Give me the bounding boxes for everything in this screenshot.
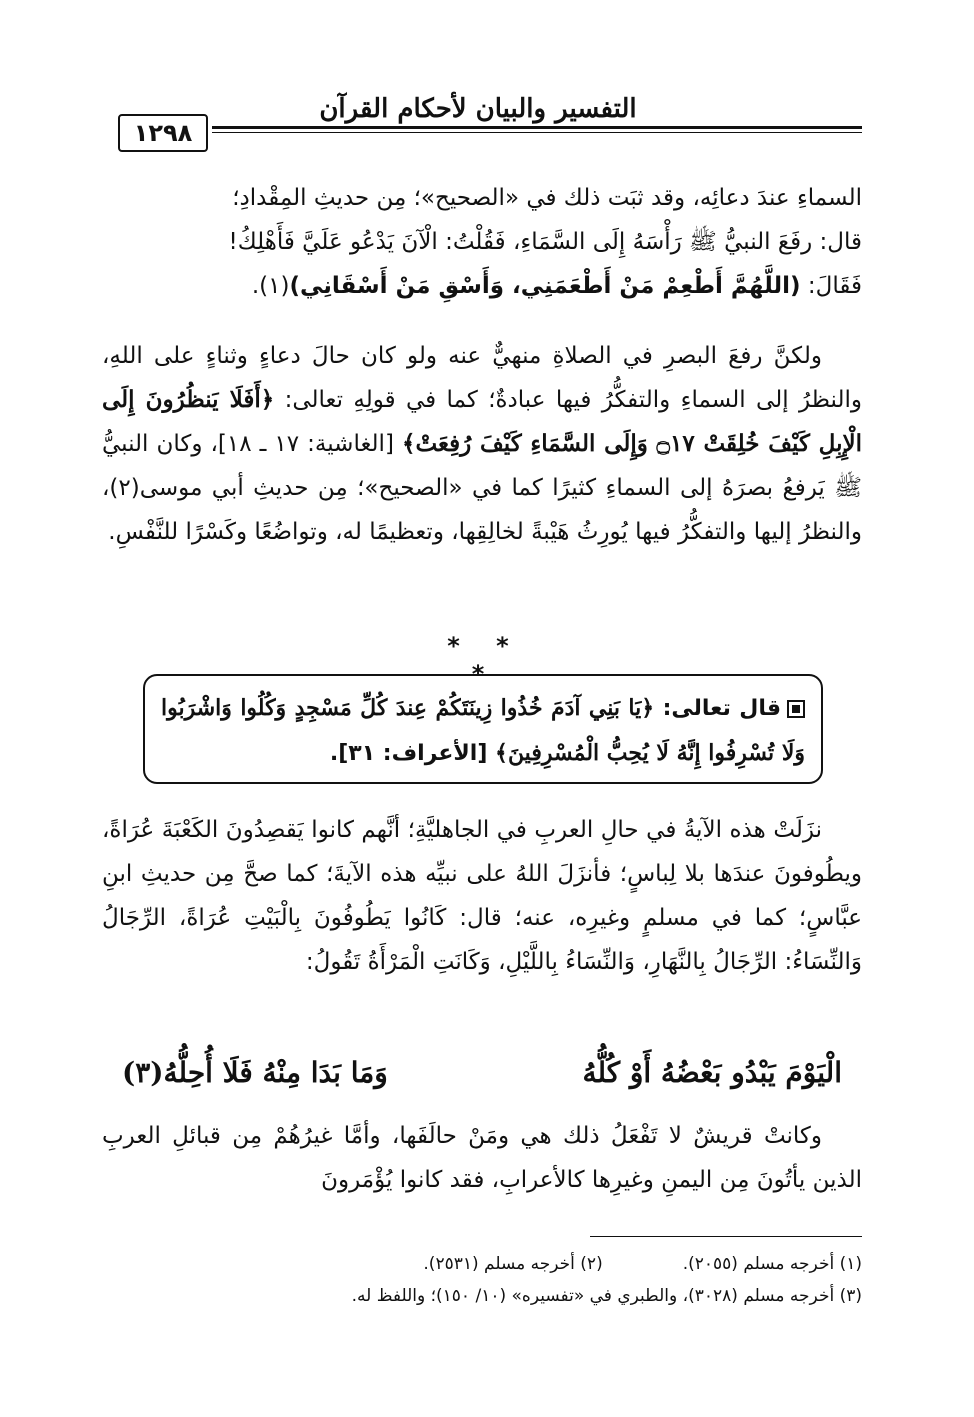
paragraph-2-intro: ولكنَّ رفعَ البصرِ في الصلاةِ منهيٌّ عنه ولو كان حالَ دعاءٍ وثناءٍ على اللهِ، والنظرُ إلى السماءِ والتفكُّرُ فيها عبادةٌ؛ كما في قولِهِ تعالى: (102, 343, 862, 413)
ayah-label: قال تعالى: (654, 696, 781, 721)
paragraph-3 (102, 808, 862, 984)
poem-hemistich-right: الْيَوْمَ يَبْدُو بَعْضُهُ أَوْ كُلُّهُ (582, 1056, 842, 1089)
paragraph-1 (102, 176, 862, 308)
header-rule-thin (212, 132, 862, 133)
header-rule-thick (212, 126, 862, 129)
paragraph-2-text (102, 334, 862, 554)
poem-hemistich-left: وَمَا بَدَا مِنْهُ فَلَا أُحِلُّهُ(٣) (122, 1056, 388, 1089)
footnote-1: (١) أخرجه مسلم (٢٠٥٥). (682, 1254, 862, 1274)
paragraph-4-text: وكانتْ قريشٌ لا تَفْعَلُ ذلك هي ومَنْ حالَفَها، وأمَّا غيرُهُمْ مِن قبائلِ العربِ الذين يأتُونَ مِن اليمنِ وغيرِها كالأعرابِ، فقد كانوا يُؤْمَرونَ (102, 1123, 862, 1193)
quran-verse-ghashiya: ﴿أَفَلَا يَنظُرُونَ إِلَى الْإِبِلِ كَيْفَ خُلِقَتْ ۝١٧ وَإِلَى السَّمَاءِ كَيْفَ رُفِعَتْ﴾ (102, 386, 862, 457)
said-label: فَقَالَ: (800, 273, 862, 299)
footnote-3: (٣) أخرجه مسلم (٣٠٢٨)، والطبري في «تفسيره» (١٠/ ١٥٠)؛ واللفظ له. (351, 1286, 862, 1306)
page-header (118, 86, 863, 166)
ayah-box (143, 674, 823, 784)
paragraph-2 (102, 334, 862, 554)
page-number: ١٢٩٨ (118, 114, 208, 152)
footnote-2: (٢) أخرجه مسلم (٢٥٣١). (423, 1254, 603, 1274)
hadith-quote: (اللَّهُمَّ أَطْعِمْ مَنْ أَطْعَمَنِي، وَأَسْقِ مَنْ أَسْقَانِي) (289, 273, 801, 299)
paragraph-1-line-3 (102, 264, 862, 308)
paragraph-3-text: نزَلَتْ هذه الآيةُ في حالِ العربِ في الجاهليَّةِ؛ أنَّهم كانوا يَقصِدُونَ الكَعْبَةَ عُرَاةً، ويطُوفونَ عندَها بلا لِباسٍ؛ فأنزَلَ اللهُ على نبيِّه هذه الآيةَ؛ كما صحَّ مِن حديثِ ابنِ عبَّاسٍ؛ كما في مسلمٍ وغيرِه، عنه؛ قال: كَانُوا يَطُوفُونَ بِالْبَيْتِ عُرَاةً، الرِّجَالُ وَالنِّسَاءُ: الرِّجَالُ بِالنَّهَارِ، وَالنِّسَاءُ بِاللَّيْلِ، وَكَانَتِ الْمَرْأَةُ تَقُولُ: (102, 817, 862, 975)
poem-verse (102, 1050, 862, 1104)
paragraph-1-line-2: قال: رفَعَ النبيُّ ﷺ رَأْسَهُ إِلَى السَّمَاءِ، فَقُلْتُ: الْآنَ يَدْعُو عَلَيَّ فَأَهْلِكُ! (228, 229, 862, 255)
ayah-reference: [الأعراف: ٣١]. (329, 741, 496, 766)
footnotes (102, 1248, 862, 1312)
paragraph-2-rest: [الغاشية: ١٧ ـ ١٨]، وكان النبيُّ ﷺ يَرفعُ بصرَهُ إلى السماءِ كثيرًا كما في «الصحيح»؛ مِن حديثِ أبي موسى(٢)، والنظرُ إليها والتفكُّرُ فيها يُورِثُ هَيْبةً لخالِقِها، وتعظيمًا له، وتواضُعًا وكَسْرًا للنَّفْسِ. (102, 431, 862, 545)
footnote-row-1 (102, 1248, 862, 1280)
book-title: التفسير والبيان لأحكام القرآن (319, 94, 637, 124)
footnote-ref-1: (١). (251, 273, 290, 299)
quran-verse-araf: ﴿يَا بَنِي آدَمَ خُذُوا زِينَتَكُمْ عِندَ كُلِّ مَسْجِدٍ وَكُلُوا وَاشْرَبُوا وَلَا تُسْرِفُوا إِنَّهُ لَا يُحِبُّ الْمُسْرِفِينَ﴾ (161, 695, 805, 766)
paragraph-4 (102, 1114, 862, 1202)
paragraph-1-line-1: السماءِ عندَ دعائِه، وقد ثبَت ذلك في «الصحيح»؛ مِن حديثِ المِقْدادِ؛ (232, 185, 862, 211)
footnote-separator (590, 1236, 862, 1237)
section-separator: * * (447, 632, 523, 660)
ayah-marker-icon (787, 700, 805, 718)
